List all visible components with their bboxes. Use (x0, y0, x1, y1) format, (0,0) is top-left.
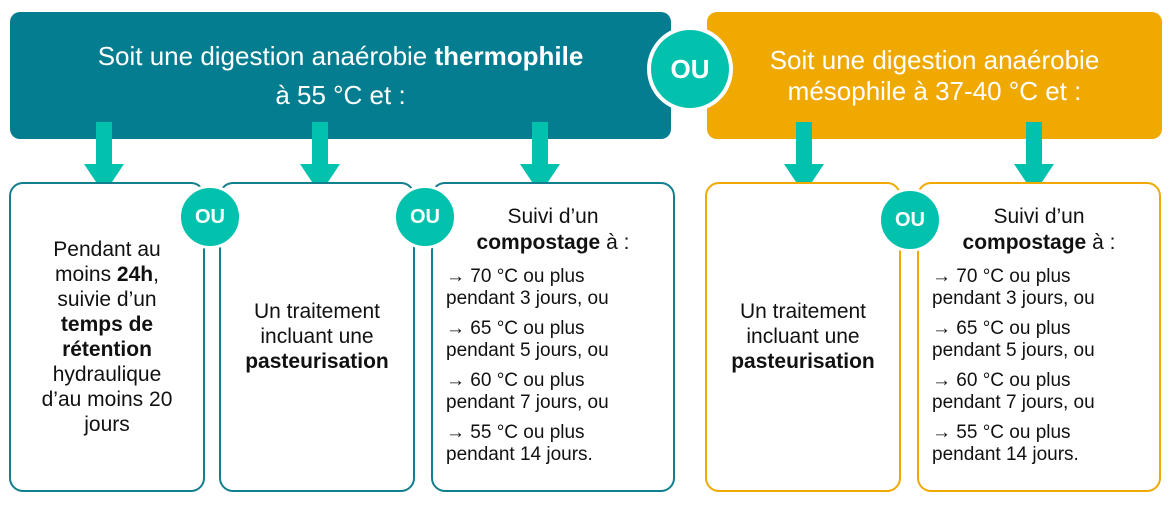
compostage-meso-list (932, 266, 1153, 474)
ou-badge: OU (878, 188, 942, 252)
mesophile-header-line1: Soit une digestion anaérobie (769, 44, 1100, 75)
list-item: → 70 °C ou plus pendant 3 jours, ou (446, 266, 609, 309)
compostage-meso-heading: Suivi d’un compostage à : (962, 205, 1116, 254)
list-item: → 60 °C ou plus pendant 7 jours, ou (446, 370, 609, 413)
list-item: → 65 °C ou plus pendant 5 jours, ou (932, 318, 1095, 361)
list-item: → 70 °C ou plus pendant 3 jours, ou (932, 266, 1095, 309)
ou-badge: OU (393, 185, 457, 249)
ou-badge-main: OU (647, 26, 733, 112)
thermophile-header (10, 12, 671, 139)
option-pasteurisation-meso-text: Un traitement incluant une pasteurisation (731, 300, 875, 373)
option-pasteurisation-meso-box (705, 182, 901, 492)
option-24h-text: Pendant au moins 24h, suivie d’un temps de rétention hydraulique d’au moins 20 jours (41, 238, 173, 436)
thermophile-header-line2: à 55 °C et : (275, 79, 406, 110)
compostage-heading: Suivi d’un compostage à : (476, 205, 630, 254)
compostage-list (446, 266, 667, 474)
list-item: → 60 °C ou plus pendant 7 jours, ou (932, 370, 1095, 413)
list-item: → 55 °C ou plus pendant 14 jours. (932, 422, 1079, 465)
thermophile-header-line1: Soit une digestion anaérobie thermophile (97, 40, 584, 71)
ou-badge: OU (178, 185, 242, 249)
option-compostage-meso-box (917, 182, 1161, 492)
mesophile-header (707, 12, 1162, 139)
option-pasteurisation-text: Un traitement incluant une pasteurisation (245, 300, 389, 373)
list-item: → 65 °C ou plus pendant 5 jours, ou (446, 318, 609, 361)
list-item: → 55 °C ou plus pendant 14 jours. (446, 422, 593, 465)
option-24h-box (9, 182, 205, 492)
option-compostage-box (431, 182, 675, 492)
mesophile-header-line2: mésophile à 37-40 °C et : (787, 75, 1082, 106)
option-pasteurisation-box (219, 182, 415, 492)
